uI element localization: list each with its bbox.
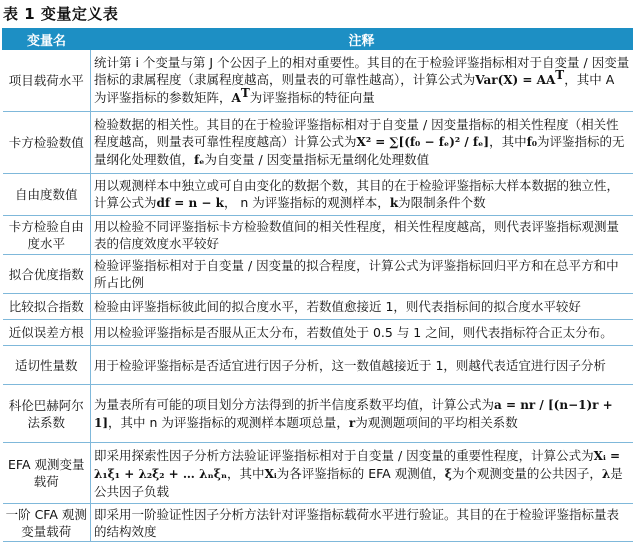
variable-name-cell: 卡方检验数值	[3, 112, 91, 174]
note-text: 为自变量 / 因变量指标无量纲化处理数值	[204, 152, 430, 167]
variable-name-cell: 一阶 CFA 观测变量载荷	[3, 504, 91, 542]
table-row	[3, 504, 633, 542]
note-text: 统计第 i 个变量与第 J 个公因子上的相对重要性。其目的在于检验评鉴指标相对于自变量 / 因变量指标的隶属程度（隶属程度越高，则量表的可靠性越高），计算公式为	[94, 55, 630, 87]
note-text: 为各评鉴指标的 EFA 观测值，	[276, 465, 445, 481]
table-row	[3, 255, 633, 294]
formula: fₑ	[194, 153, 205, 167]
formula: ξ	[444, 466, 452, 481]
formula: a = nr / [(n−1)r + 1]	[94, 397, 613, 430]
variable-note-cell: 检验由评鉴指标彼此间的拟合度水平，若数值愈接近 1，则代表指标间的拟合度水平较好	[91, 294, 633, 320]
note-text: 为观测题项间的平均相关系数	[355, 414, 518, 430]
table-row	[3, 216, 633, 255]
formula-superscript: T	[555, 67, 565, 82]
variable-name-cell: 科伦巴赫阿尔法系数	[3, 385, 91, 443]
formula: A	[231, 91, 241, 105]
variable-name-cell: 近似误差方根	[3, 320, 91, 346]
table-row	[3, 294, 633, 320]
note-text: 是公共因子负载	[94, 465, 623, 499]
note-text: 为评鉴指标的无量纲化处理数值，	[94, 134, 625, 167]
header-note: 注释	[91, 29, 633, 50]
formula: X² = ∑[(f₀ − fₑ)² / fₑ]	[356, 135, 490, 149]
table-row	[3, 112, 633, 174]
formula: df = n − k	[156, 196, 224, 210]
variable-name-cell: EFA 观测变量载荷	[3, 443, 91, 504]
variable-note-cell: 检验评鉴指标相对于自变量 / 因变量的拟合程度，计算公式为评鉴指标回归平方和在总平方和中所占比例	[91, 255, 633, 294]
table-header-row	[3, 29, 633, 50]
note-text: 为限制条件个数	[398, 195, 486, 210]
variable-name-cell: 比较拟合指数	[3, 294, 91, 320]
variable-definition-table	[2, 28, 633, 542]
variable-name-cell: 卡方检验自由度水平	[3, 216, 91, 255]
formula: f₀	[526, 135, 537, 149]
variable-note-cell: 即采用一阶验证性因子分析方法针对评鉴指标载荷水平进行验证。其目的在于检验评鉴指标量表的结构效度	[91, 504, 633, 542]
variable-note-cell: 用以检验评鉴指标是否服从正太分布，若数值处于 0.5 与 1 之间，则代表指标符合正太分布。	[91, 320, 633, 346]
note-text: 为个观测变量的公共因子，	[451, 465, 602, 481]
table-row	[3, 443, 633, 504]
note-text: 为量表所有可能的项目划分方法得到的折半信度系数平均值，计算公式为	[94, 396, 495, 412]
note-text: ，其中 n 为评鉴指标的观测样本题项总量，	[108, 414, 349, 430]
formula: Var(X) = AA	[475, 73, 556, 87]
formula: r	[348, 415, 356, 430]
note-text: ，其中	[227, 465, 265, 481]
variable-name-cell: 项目载荷水平	[3, 50, 91, 112]
variable-name-cell: 自由度数值	[3, 174, 91, 216]
note-text: ， n 为评鉴指标的观测样本，	[223, 195, 390, 210]
formula: k	[389, 196, 399, 210]
variable-note-cell	[91, 443, 633, 504]
table-row	[3, 385, 633, 443]
variable-note-cell: 用于检验评鉴指标是否适宜进行因子分析，这一数值越接近于 1，则越代表适宜进行因子分析	[91, 346, 633, 385]
variable-note-cell	[91, 174, 633, 216]
note-text: 为评鉴指标的特征向量	[249, 90, 375, 105]
formula: λ	[601, 466, 611, 481]
variable-note-cell	[91, 112, 633, 174]
formula-superscript: T	[240, 85, 250, 100]
variable-name-cell: 适切性量数	[3, 346, 91, 385]
note-text: 即采用探索性因子分析方法验证评鉴指标相对于自变量 / 因变量的重要性程度，计算公式为	[94, 447, 594, 463]
table-row	[3, 50, 633, 112]
variable-note-cell: 用以检验不同评鉴指标卡方检验数值间的相关性程度，相关性程度越高，则代表评鉴指标观测量表的信度效度水平较好	[91, 216, 633, 255]
table-row	[3, 174, 633, 216]
header-variable-name: 变量名	[3, 29, 91, 50]
formula: Xᵢ = λ₁ξ₁ + λ₂ξ₂ + … λₙξₙ	[94, 448, 621, 481]
note-text: 用以观测样本中独立或可自由变化的数据个数，其目的在于检验评鉴指标大样本数据的独立性，计算公式为	[94, 178, 620, 210]
table-row	[3, 320, 633, 346]
variable-note-cell	[91, 385, 633, 443]
note-text: ，其中	[489, 134, 527, 149]
variable-name-cell: 拟合优度指数	[3, 255, 91, 294]
variable-note-cell	[91, 50, 633, 112]
table-row	[3, 346, 633, 385]
table-title: 表 1 变量定义表	[3, 5, 119, 23]
note-text: 检验数据的相关性。其目的在于检验评鉴指标相对于自变量 / 因变量指标的相关性程度（相关性程度越高，则量表可靠性程度越高）计算公式为	[94, 117, 619, 149]
note-text: ，其中 A 为评鉴指标的参数矩阵，	[94, 72, 615, 105]
formula: Xᵢ	[264, 466, 277, 481]
